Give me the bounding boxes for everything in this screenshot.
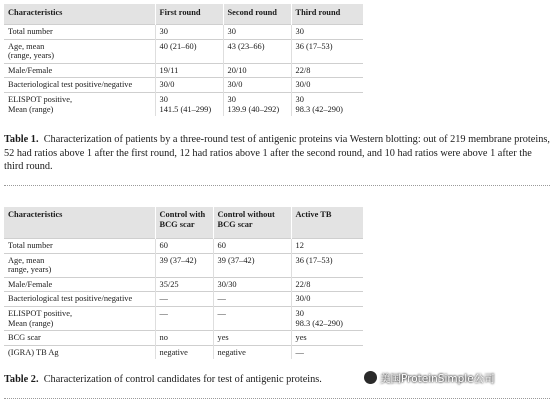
- cell-line: 43 (23–66): [227, 41, 265, 51]
- cell-line: Second round: [227, 8, 277, 17]
- table-row: [4, 63, 363, 78]
- table-row: [4, 306, 363, 330]
- value-cell: [223, 63, 291, 78]
- row-label-cell: [4, 92, 155, 116]
- value-cell: [291, 239, 363, 254]
- cell-line: Control without: [217, 210, 275, 219]
- header-cell: [291, 4, 363, 25]
- cell-line: 39 (37–42): [217, 255, 255, 265]
- value-cell: [291, 253, 363, 277]
- cell-line: Total number: [8, 241, 53, 250]
- cell-line: —: [159, 294, 168, 304]
- value-cell: [155, 92, 223, 116]
- cell-line: 30/30: [217, 279, 237, 289]
- row-label-cell: [4, 239, 155, 254]
- table-row: [4, 25, 363, 40]
- cell-line: 60: [159, 241, 168, 250]
- cell-line: (IGRA) TB Ag: [8, 347, 59, 357]
- header-cell: [291, 207, 363, 239]
- row-label-cell: [4, 25, 155, 40]
- cell-line: 30/0: [159, 80, 175, 90]
- value-cell: [155, 39, 223, 63]
- watermark: [364, 371, 495, 386]
- table-row: [4, 253, 363, 277]
- value-cell: [291, 306, 363, 330]
- header-cell: [223, 4, 291, 25]
- value-cell: [213, 306, 291, 330]
- cell-line: Characteristics: [8, 8, 63, 17]
- value-cell: [155, 292, 213, 307]
- value-cell: [291, 78, 363, 93]
- cell-line: 22/8: [295, 279, 311, 289]
- value-cell: [291, 63, 363, 78]
- row-label-cell: [4, 253, 155, 277]
- cell-line: —: [217, 294, 226, 304]
- cell-line: 30: [227, 27, 236, 36]
- value-cell: [291, 331, 363, 346]
- cell-line: negative: [159, 347, 188, 357]
- cell-line: Mean (range): [8, 104, 54, 114]
- cell-line: Age, mean: [8, 255, 45, 265]
- value-cell: [155, 63, 223, 78]
- cell-line: 30/0: [227, 80, 243, 90]
- controls-table-header: [4, 207, 363, 239]
- cell-line: 19/11: [159, 65, 179, 75]
- cell-line: Male/Female: [8, 65, 53, 75]
- value-cell: [155, 239, 213, 254]
- value-cell: [155, 306, 213, 330]
- cell-line: 139.9 (40–292): [227, 104, 280, 114]
- controls-table: [4, 207, 363, 359]
- value-cell: [155, 345, 213, 359]
- row-label-cell: [4, 63, 155, 78]
- cell-line: yes: [295, 333, 307, 343]
- header-cell: [4, 4, 155, 25]
- value-cell: [155, 331, 213, 346]
- row-label-cell: [4, 331, 155, 346]
- value-cell: [213, 253, 291, 277]
- cell-line: 30: [159, 27, 168, 36]
- section-divider: [4, 398, 550, 399]
- cell-line: ELISPOT positive,: [8, 94, 73, 104]
- cell-line: First round: [159, 8, 201, 17]
- cell-line: 30/0: [295, 294, 311, 304]
- cell-line: BCG scar: [8, 333, 41, 343]
- cell-line: Bacteriological test positive/negative: [8, 80, 133, 90]
- value-cell: [291, 277, 363, 292]
- value-cell: [291, 292, 363, 307]
- patients-table: [4, 4, 363, 116]
- cell-line: 60: [217, 241, 226, 250]
- cell-line: Control with: [159, 210, 206, 219]
- cell-line: Mean (range): [8, 318, 54, 328]
- cell-line: 30: [295, 94, 304, 104]
- value-cell: [291, 92, 363, 116]
- cell-line: 30: [227, 94, 236, 104]
- cell-line: 40 (21–60): [159, 41, 197, 51]
- watermark-text: 美国ProteinSimple公司: [380, 373, 495, 385]
- cell-line: Characteristics: [8, 210, 63, 219]
- value-cell: [155, 253, 213, 277]
- cell-line: range, years): [8, 265, 52, 275]
- caption-text: Characterization of control candidates for test of antigenic proteins.: [43, 374, 322, 385]
- cell-line: 98.3 (42–290): [295, 104, 343, 114]
- table-row: [4, 39, 363, 63]
- value-cell: [291, 345, 363, 359]
- header-cell: [4, 207, 155, 239]
- row-label-cell: [4, 292, 155, 307]
- cell-line: 98.3 (42–290): [295, 318, 343, 328]
- table-row: [4, 345, 363, 359]
- cell-line: Third round: [295, 8, 341, 17]
- table-row: [4, 78, 363, 93]
- value-cell: [291, 25, 363, 40]
- cell-line: 36 (17–53): [295, 41, 333, 51]
- wechat-icon: [364, 371, 377, 384]
- value-cell: [223, 78, 291, 93]
- value-cell: [223, 39, 291, 63]
- caption-text: Characterization of patients by a three-round test of antigenic proteins via Western blotting: out of 219 membrane proteins, 52 had ratios above 1 after the first round, 12 had ratios above 1 after the second round, and 10 had ratios were above 1 after the third round.: [4, 134, 550, 172]
- cell-line: Active TB: [295, 210, 332, 219]
- table-row: [4, 292, 363, 307]
- value-cell: [213, 277, 291, 292]
- cell-line: 30: [159, 94, 168, 104]
- value-cell: [213, 345, 291, 359]
- row-label-cell: [4, 306, 155, 330]
- value-cell: [213, 239, 291, 254]
- row-label-cell: [4, 345, 155, 359]
- cell-line: 12: [295, 241, 304, 250]
- cell-line: 36 (17–53): [295, 255, 333, 265]
- cell-line: 30/0: [295, 80, 311, 90]
- cell-line: Bacteriological test positive/negative: [8, 294, 133, 304]
- cell-line: 30: [295, 27, 304, 36]
- value-cell: [223, 92, 291, 116]
- cell-line: 20/10: [227, 65, 247, 75]
- value-cell: [213, 292, 291, 307]
- cell-line: —: [217, 308, 226, 318]
- table-row: [4, 277, 363, 292]
- cell-line: —: [295, 347, 304, 357]
- header-cell: [213, 207, 291, 239]
- cell-line: 141.5 (41–299): [159, 104, 212, 114]
- section-divider: [4, 185, 550, 186]
- cell-line: Total number: [8, 27, 53, 36]
- value-cell: [155, 25, 223, 40]
- value-cell: [155, 277, 213, 292]
- row-label-cell: [4, 277, 155, 292]
- cell-line: —: [159, 308, 168, 318]
- header-cell: [155, 207, 213, 239]
- cell-line: 39 (37–42): [159, 255, 197, 265]
- table-row: [4, 92, 363, 116]
- cell-line: 35/25: [159, 279, 179, 289]
- table-row: [4, 331, 363, 346]
- caption-label: Table 2.: [4, 374, 39, 385]
- cell-line: BCG scar: [217, 219, 253, 229]
- value-cell: [155, 78, 223, 93]
- cell-line: 30: [295, 308, 304, 318]
- cell-line: 22/8: [295, 65, 311, 75]
- patients-table-header: [4, 4, 363, 25]
- value-cell: [223, 25, 291, 40]
- cell-line: yes: [217, 333, 229, 343]
- cell-line: ELISPOT positive,: [8, 308, 73, 318]
- cell-line: Age, mean: [8, 41, 45, 51]
- caption-label: Table 1.: [4, 134, 39, 145]
- value-cell: [213, 331, 291, 346]
- value-cell: [291, 39, 363, 63]
- cell-line: no: [159, 333, 168, 343]
- cell-line: (range, years): [8, 51, 55, 61]
- row-label-cell: [4, 78, 155, 93]
- table-row: [4, 239, 363, 254]
- cell-line: negative: [217, 347, 246, 357]
- table-1-caption: [4, 133, 552, 174]
- cell-line: Male/Female: [8, 279, 53, 289]
- row-label-cell: [4, 39, 155, 63]
- cell-line: BCG scar: [159, 219, 195, 229]
- header-cell: [155, 4, 223, 25]
